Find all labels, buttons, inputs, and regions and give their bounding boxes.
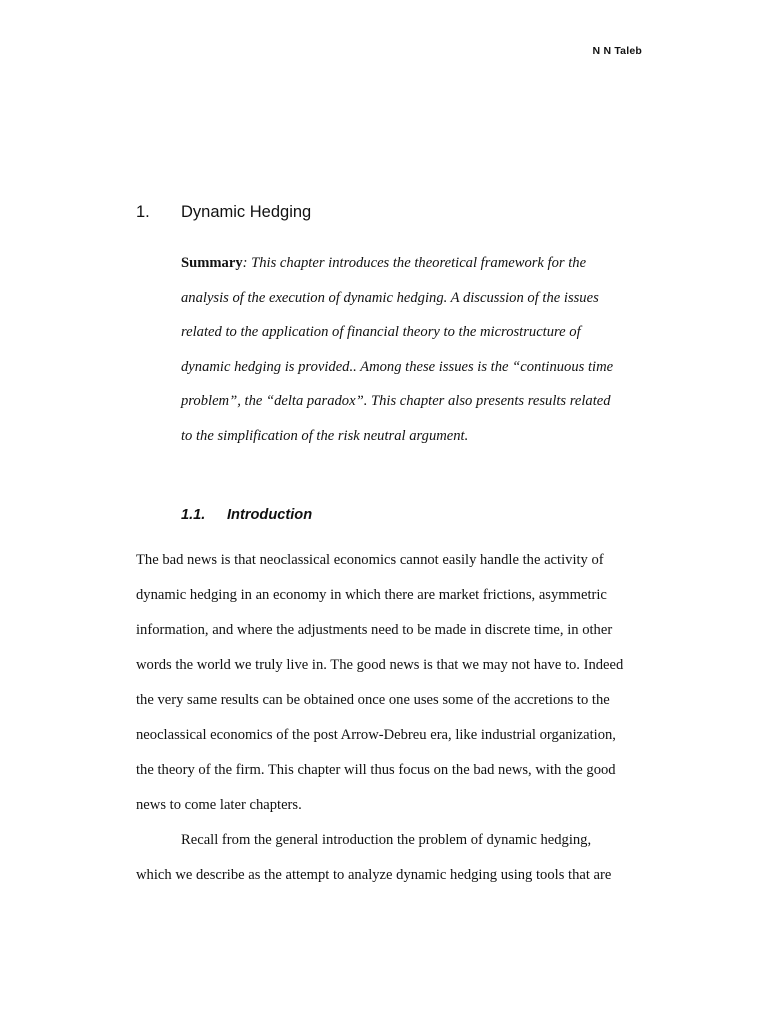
summary-line: problem”, the “delta paradox”. This chapter also presents results related — [181, 393, 611, 410]
body-line: Recall from the general introduction the problem of dynamic hedging, — [181, 832, 592, 848]
body-line: which we describe as the attempt to analyze dynamic hedging using tools that are — [136, 867, 612, 883]
body-line: dynamic hedging in an economy in which there are market frictions, asymmetric — [136, 587, 607, 603]
section-title: Introduction — [227, 507, 313, 523]
body-line: The bad news is that neoclassical economics cannot easily handle the activity of — [136, 552, 604, 568]
summary-line — [181, 246, 641, 281]
summary-line: to the simplification of the risk neutral argument. — [181, 427, 469, 444]
chapter-heading — [136, 203, 311, 222]
body-line: the theory of the firm. This chapter will thus focus on the bad news, with the good — [136, 762, 616, 778]
body-line: the very same results can be obtained once one uses some of the accretions to the — [136, 692, 610, 708]
summary-label: Summary — [181, 255, 243, 271]
chapter-title: Dynamic Hedging — [181, 203, 312, 221]
summary-line: related to the application of financial theory to the microstructure of — [181, 324, 581, 341]
body-paragraphs — [136, 543, 636, 893]
chapter-number: 1. — [136, 203, 150, 221]
chapter-summary — [181, 246, 641, 454]
summary-line: analysis of the execution of dynamic hedging. A discussion of the issues — [181, 289, 599, 306]
body-line: words the world we truly live in. The good news is that we may not have to. Indeed — [136, 657, 624, 673]
body-line: neoclassical economics of the post Arrow-Debreu era, like industrial organization, — [136, 727, 616, 743]
section-number: 1.1. — [181, 507, 206, 523]
running-header-author: N N Taleb — [592, 45, 642, 57]
summary-text: : This chapter introduces the theoretical framework for the — [242, 255, 587, 271]
section-heading — [181, 507, 312, 523]
body-line: news to come later chapters. — [136, 797, 302, 813]
body-line: information, and where the adjustments need to be made in discrete time, in other — [136, 622, 613, 638]
summary-line: dynamic hedging is provided.. Among these issues is the “continuous time — [181, 358, 614, 375]
